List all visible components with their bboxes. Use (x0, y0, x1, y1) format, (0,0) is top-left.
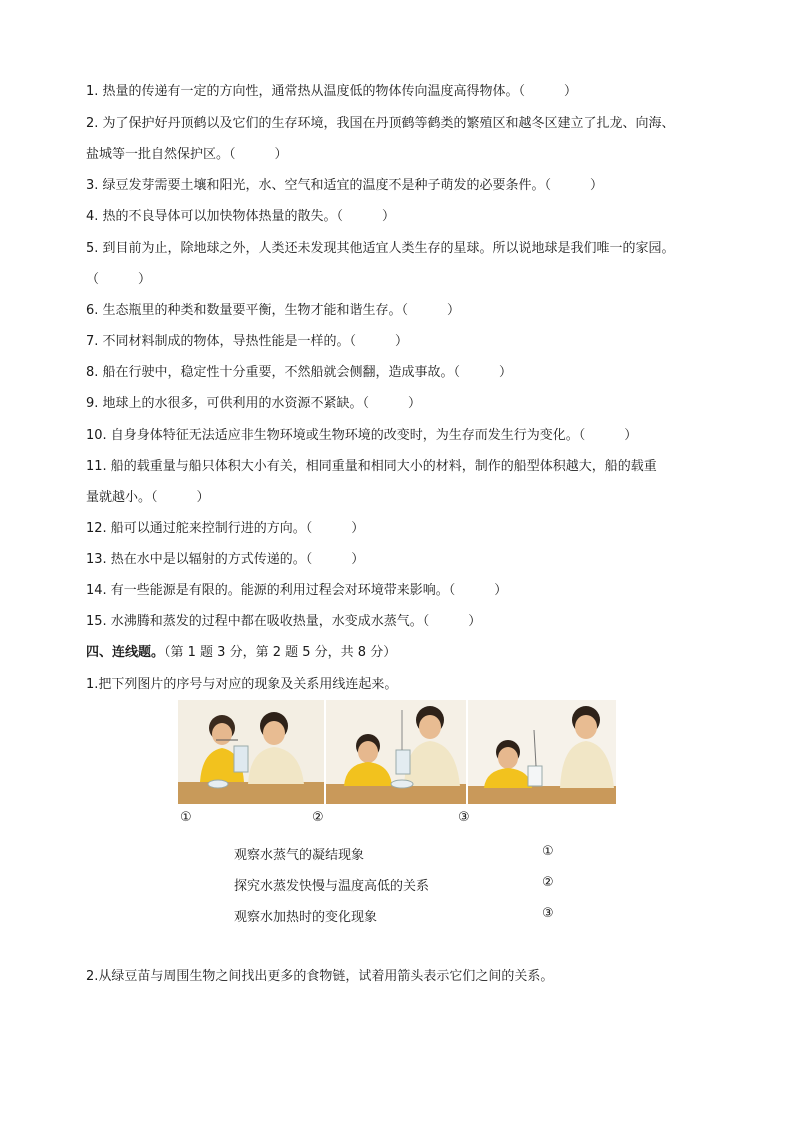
question-12: 12. 船可以通过舵来控制行进的方向。（ ） (86, 521, 365, 536)
match-number-2: ② (542, 875, 554, 890)
photo-label-3: ③ (458, 810, 470, 825)
section-4-title: 四、连线题。 (86, 645, 165, 660)
question-13: 13. 热在水中是以辐射的方式传递的。（ ） (86, 552, 365, 567)
question-5-cont: （ ） (86, 272, 152, 287)
photo-label-2: ② (312, 810, 324, 825)
question-6: 6. 生态瓶里的种类和数量要平衡，生物才能和谐生存。（ ） (86, 303, 461, 318)
section-4-question-1: 1.把下列图片的序号与对应的现象及关系用线连起来。 (86, 677, 398, 692)
section-4-heading (86, 645, 726, 661)
section-4-score: （第 1 题 3 分，第 2 题 5 分，共 8 分） (164, 645, 397, 660)
match-phenomenon-1: 观察水蒸气的凝结现象 (234, 848, 365, 863)
question-4: 4. 热的不良导体可以加快物体热量的散失。（ ） (86, 209, 396, 224)
question-9: 9. 地球上的水很多，可供利用的水资源不紧缺。（ ） (86, 396, 422, 411)
photo-2 (326, 700, 466, 804)
photo-1 (178, 700, 324, 804)
question-2: 2. 为了保护好丹顶鹤以及它们的生存环境，我国在丹顶鹤等鹤类的繁殖区和越冬区建立了扎龙、向海、 (86, 116, 675, 131)
question-11: 11. 船的载重量与船只体积大小有关，相同重量和相同大小的材料，制作的船型体积越大，船的载重 (86, 459, 657, 474)
question-11-cont: 量就越小。（ ） (86, 490, 210, 505)
match-phenomenon-2: 探究水蒸发快慢与温度高低的关系 (234, 879, 430, 894)
photo-3 (468, 700, 616, 804)
section-4-question-2: 2.从绿豆苗与周围生物之间找出更多的食物链，试着用箭头表示它们之间的关系。 (86, 969, 554, 984)
question-3: 3. 绿豆发芽需要土壤和阳光，水、空气和适宜的温度不是种子萌发的必要条件。（ ） (86, 178, 604, 193)
match-number-1: ① (542, 844, 554, 859)
question-1: 1. 热量的传递有一定的方向性，通常热从温度低的物体传向温度高得物体。（ ） (86, 84, 578, 99)
question-14: 14. 有一些能源是有限的。能源的利用过程会对环境带来影响。（ ） (86, 583, 508, 598)
match-number-3: ③ (542, 906, 554, 921)
question-7: 7. 不同材料制成的物体，导热性能是一样的。（ ） (86, 334, 409, 349)
question-8: 8. 船在行驶中，稳定性十分重要，不然船就会侧翻，造成事故。（ ） (86, 365, 513, 380)
question-10: 10. 自身身体特征无法适应非生物环境或生物环境的改变时，为生存而发生行为变化。（ ） (86, 428, 638, 443)
question-5: 5. 到目前为止，除地球之外，人类还未发现其他适宜人类生存的星球。所以说地球是我们唯一的家园。 (86, 241, 675, 256)
match-phenomenon-3: 观察水加热时的变化现象 (234, 910, 378, 925)
question-2-cont: 盐城等一批自然保护区。（ ） (86, 147, 288, 162)
photo-label-1: ① (180, 810, 192, 825)
experiment-photos (178, 700, 616, 804)
question-15: 15. 水沸腾和蒸发的过程中都在吸收热量，水变成水蒸气。（ ） (86, 614, 482, 629)
